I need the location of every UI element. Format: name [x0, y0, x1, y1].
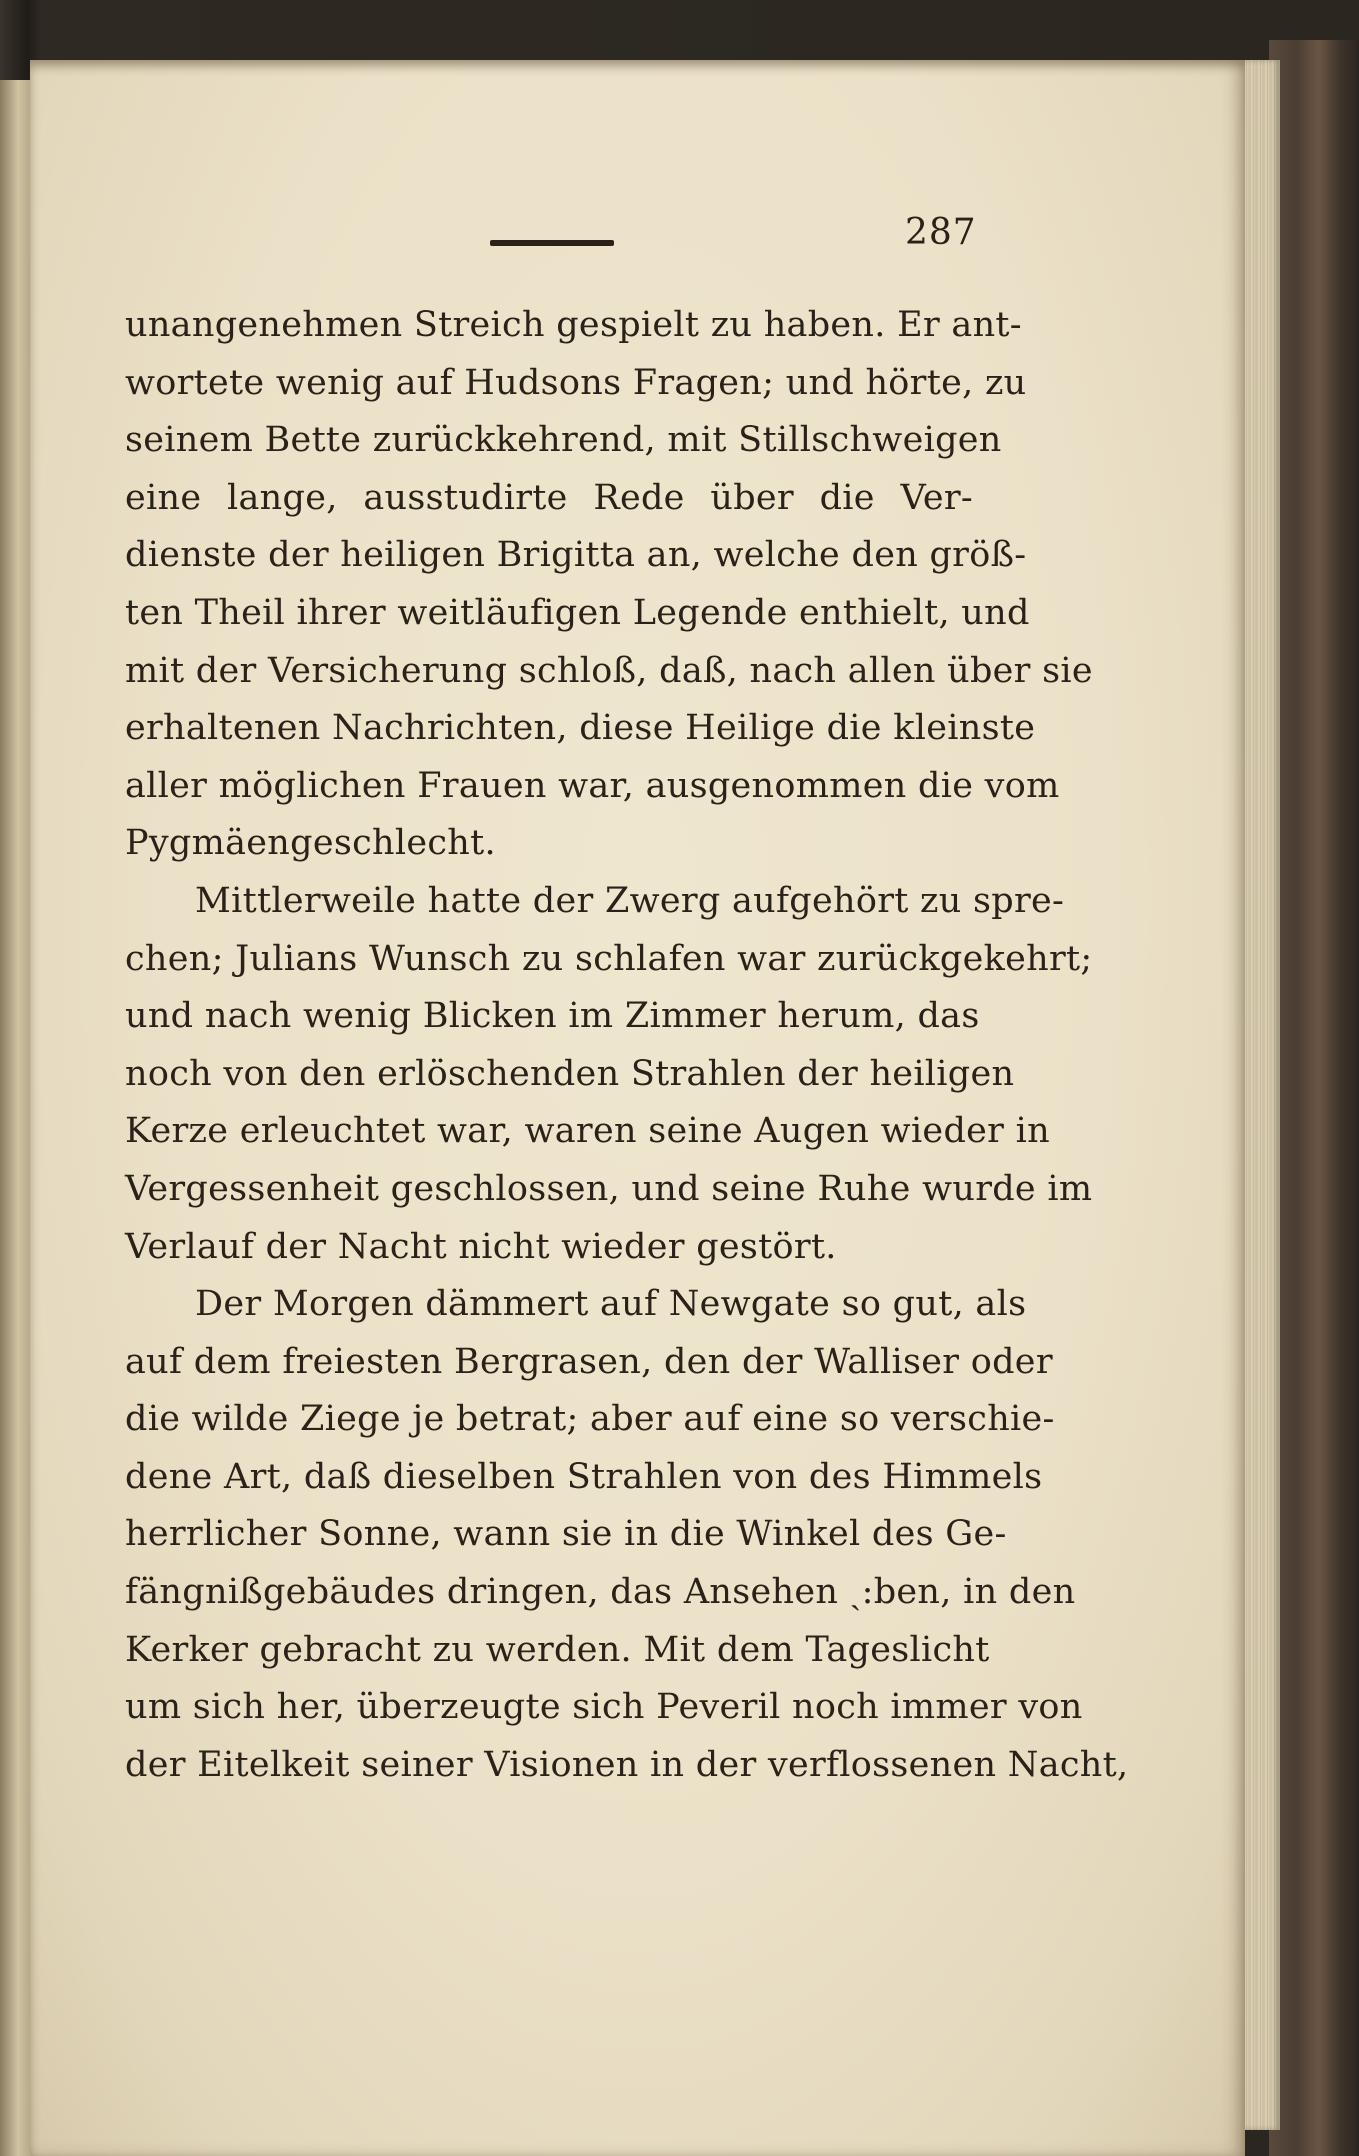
- text-line: mit der Versicherung schloß, daß, nach allen über sie: [125, 650, 1093, 691]
- text-line: Verlauf der Nacht nicht wieder gestört.: [125, 1226, 837, 1267]
- book-cover-edge: [1269, 40, 1359, 2156]
- text-line: dienste der heiligen Brigitta an, welche den größ-: [125, 535, 1027, 576]
- text-line: Mittlerweile hatte der Zwerg aufgehört zu spre-: [195, 880, 1065, 921]
- previous-page-edge: [0, 80, 30, 2156]
- text-line: fängnißgebäudes dringen, das Ansehen ˏ:ben, in den: [125, 1572, 1076, 1613]
- text-line: und nach wenig Blicken im Zimmer herum, das: [125, 996, 980, 1037]
- text-line: aller möglichen Frauen war, ausgenommen die vom: [125, 765, 1060, 806]
- text-line: dene Art, daß dieselben Strahlen von des Himmels: [125, 1456, 1043, 1497]
- text-line: herrlicher Sonne, wann sie in die Winkel des Ge-: [125, 1514, 1007, 1555]
- text-line: ten Theil ihrer weitläufigen Legende enthielt, und: [125, 592, 1030, 633]
- text-line: der Eitelkeit seiner Visionen in der verflossenen Nacht,: [125, 1744, 1129, 1785]
- text-line: Der Morgen dämmert auf Newgate so gut, als: [195, 1284, 1027, 1325]
- text-line: eine lange, ausstudirte Rede über die Ver-: [125, 477, 973, 518]
- page-number: 287: [905, 212, 977, 253]
- text-line: Kerker gebracht zu werden. Mit dem Tageslicht: [125, 1629, 990, 1670]
- text-line: wortete wenig auf Hudsons Fragen; und hörte, zu: [125, 362, 1027, 403]
- text-line: Pygmäengeschlecht.: [125, 823, 496, 864]
- text-line: seinem Bette zurückkehrend, mit Stillschweigen: [125, 420, 1002, 461]
- page-stack-edge: [1240, 60, 1280, 2130]
- body-text: [125, 297, 1129, 1794]
- header-rule: [490, 240, 614, 246]
- text-line: unangenehmen Streich gespielt zu haben. Er ant-: [125, 305, 1022, 345]
- text-line: auf dem freiesten Bergrasen, den der Walliser oder: [125, 1341, 1053, 1382]
- text-line: noch von den erlöschenden Strahlen der heiligen: [125, 1053, 1015, 1094]
- text-line: Kerze erleuchtet war, waren seine Augen wieder in: [125, 1111, 1050, 1152]
- text-line: die wilde Ziege je betrat; aber auf eine so verschie-: [125, 1399, 1055, 1440]
- text-line: um sich her, überzeugte sich Peveril noch immer von: [125, 1687, 1083, 1728]
- text-line: Vergessenheit geschlossen, und seine Ruhe wurde im: [125, 1168, 1093, 1209]
- text-line: erhaltenen Nachrichten, diese Heilige die kleinste: [125, 708, 1036, 749]
- text-line: chen; Julians Wunsch zu schlafen war zurückgekehrt;: [125, 938, 1093, 979]
